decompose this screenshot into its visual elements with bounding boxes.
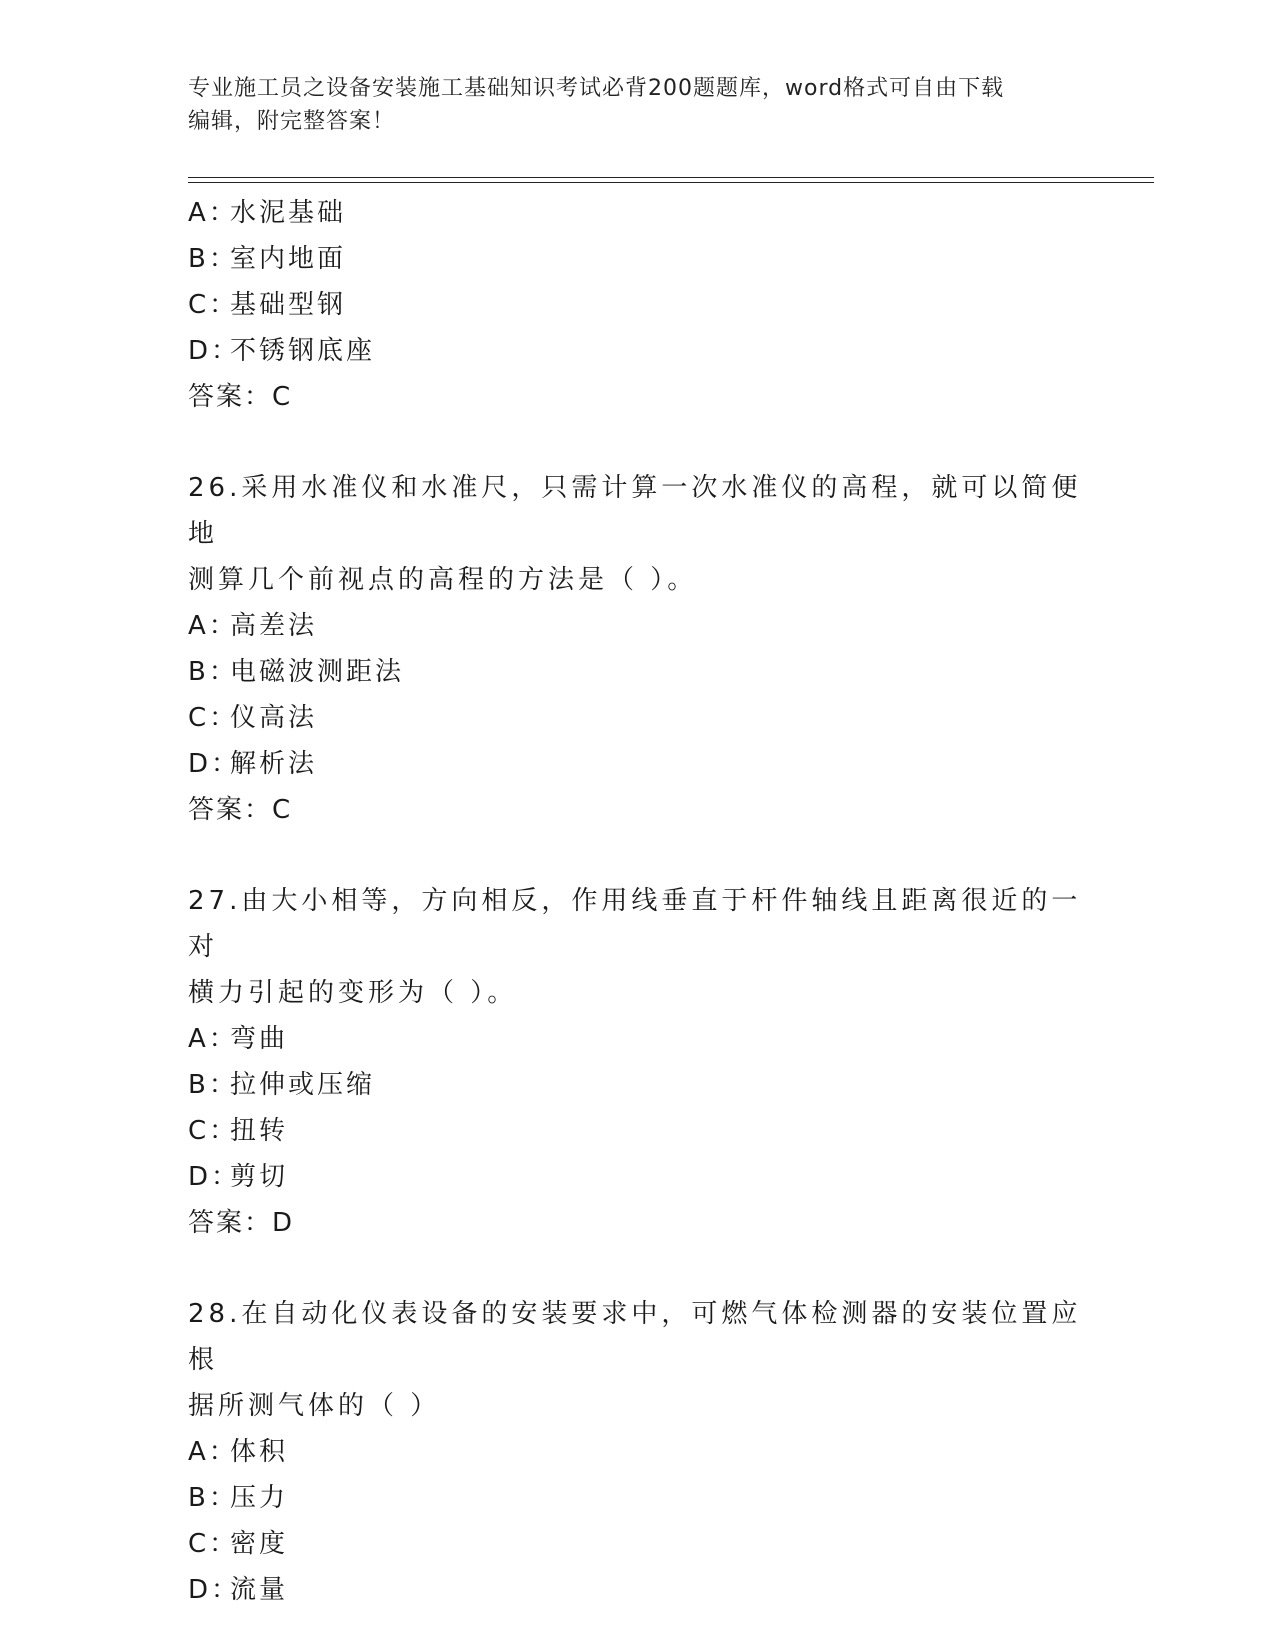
option-text: 压力	[230, 1483, 289, 1513]
option-a	[188, 190, 1088, 236]
option-key: A：	[188, 1437, 238, 1467]
option-text: 拉伸或压缩	[230, 1070, 376, 1100]
answer: 答案：C	[188, 795, 293, 825]
question-line-1: 27.由大小相等，方向相反，作用线垂直于杆件轴线且距离很近的一对	[188, 886, 1082, 962]
option-key: B：	[188, 1483, 238, 1513]
question-block-26	[188, 465, 1088, 833]
option-a	[188, 1016, 1088, 1062]
question-line-1: 26.采用水准仪和水准尺，只需计算一次水准仪的高程，就可以简便地	[188, 473, 1082, 549]
option-key: D：	[188, 1162, 241, 1192]
question-text	[188, 1291, 1088, 1429]
option-text: 高差法	[230, 611, 318, 641]
option-text: 基础型钢	[230, 290, 347, 320]
option-c	[188, 282, 1088, 328]
option-b	[188, 1062, 1088, 1108]
option-text: 密度	[230, 1529, 289, 1559]
option-d	[188, 741, 1088, 787]
question-text	[188, 878, 1088, 1016]
option-text: 流量	[230, 1575, 289, 1605]
header-divider-top	[188, 177, 1154, 178]
header-line-2: 编辑，附完整答案！	[188, 109, 396, 134]
option-text: 水泥基础	[230, 198, 347, 228]
header-divider-bottom	[188, 182, 1154, 183]
question-list	[188, 190, 1088, 1613]
option-key: B：	[188, 657, 238, 687]
option-key: A：	[188, 198, 238, 228]
option-a	[188, 1429, 1088, 1475]
option-key: B：	[188, 1070, 238, 1100]
option-text: 仪高法	[230, 703, 318, 733]
option-d	[188, 1567, 1088, 1613]
question-line-2: 测算几个前视点的高程的方法是（ ）。	[188, 565, 698, 595]
option-text: 不锈钢底座	[230, 336, 376, 366]
option-a	[188, 603, 1088, 649]
option-key: D：	[188, 1575, 241, 1605]
option-key: C：	[188, 703, 239, 733]
option-key: A：	[188, 611, 238, 641]
answer: 答案：D	[188, 1208, 295, 1238]
question-block-28	[188, 1291, 1088, 1613]
option-key: C：	[188, 290, 239, 320]
question-block-27	[188, 878, 1088, 1246]
option-text: 体积	[230, 1437, 289, 1467]
option-text: 电磁波测距法	[230, 657, 405, 687]
option-b	[188, 649, 1088, 695]
header-line-1: 专业施工员之设备安装施工基础知识考试必背200题题库，word格式可自由下载	[188, 76, 1005, 101]
option-text: 弯曲	[230, 1024, 289, 1054]
option-d	[188, 1154, 1088, 1200]
question-line-2: 据所测气体的（ ）	[188, 1391, 441, 1421]
option-d	[188, 328, 1088, 374]
option-c	[188, 695, 1088, 741]
question-block-25	[188, 190, 1088, 420]
option-key: D：	[188, 336, 241, 366]
option-key: C：	[188, 1116, 239, 1146]
option-c	[188, 1521, 1088, 1567]
option-c	[188, 1108, 1088, 1154]
question-line-1: 28.在自动化仪表设备的安装要求中，可燃气体检测器的安装位置应根	[188, 1299, 1082, 1375]
option-key: D：	[188, 749, 241, 779]
option-key: C：	[188, 1529, 239, 1559]
answer: 答案：C	[188, 382, 293, 412]
option-key: A：	[188, 1024, 238, 1054]
option-text: 解析法	[230, 749, 318, 779]
question-line-2: 横力引起的变形为（ ）。	[188, 978, 518, 1008]
question-text	[188, 465, 1088, 603]
option-text: 室内地面	[230, 244, 347, 274]
document-header	[188, 72, 1088, 138]
option-text: 剪切	[230, 1162, 289, 1192]
option-key: B：	[188, 244, 238, 274]
option-b	[188, 236, 1088, 282]
option-text: 扭转	[230, 1116, 289, 1146]
option-b	[188, 1475, 1088, 1521]
